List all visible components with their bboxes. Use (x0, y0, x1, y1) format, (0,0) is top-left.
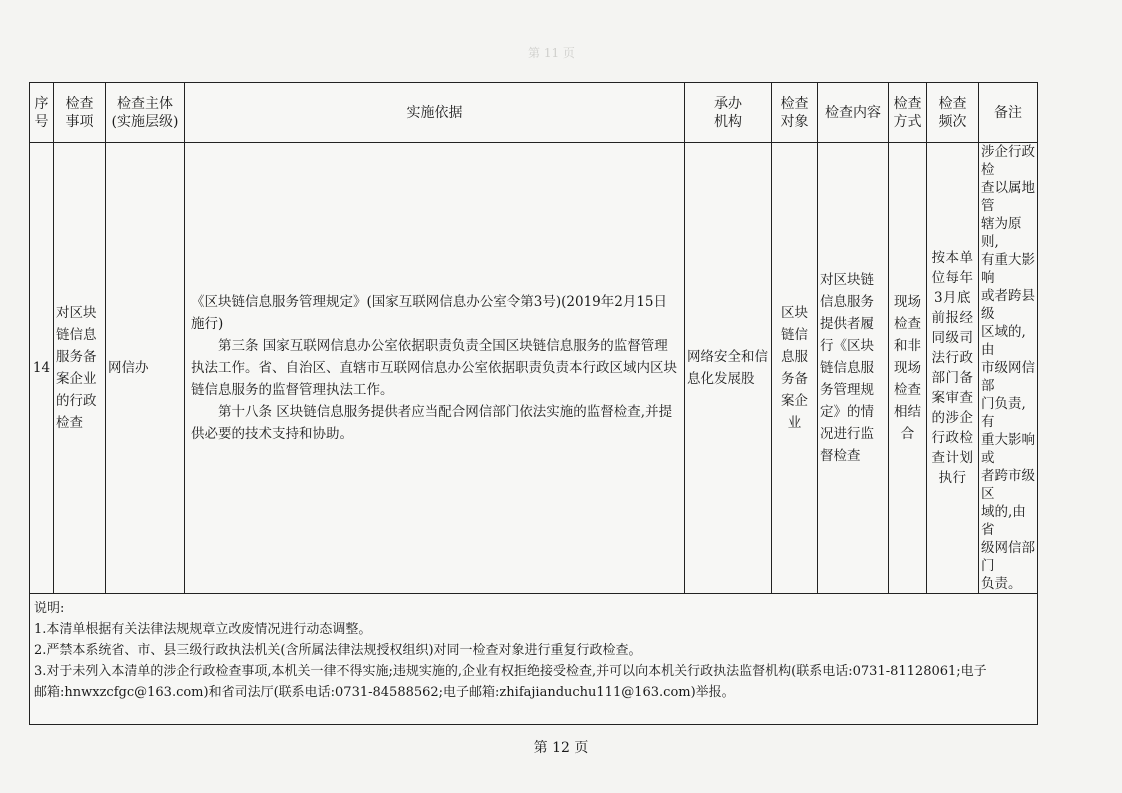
note-3-continued: 邮箱:hnwxzcfgc@163.com)和省司法厅(联系电话:0731-84588562;电子邮箱:zhifajianduchu111@163.com)举报。 (34, 685, 735, 700)
header-subject: 检查主体 (实施层级) (106, 83, 185, 143)
header-item: 检查 事项 (54, 83, 106, 143)
note-1: 1.本清单根据有关法律法规规章立改废情况进行动态调整。 (34, 622, 372, 637)
header-org: 承办 机构 (685, 83, 772, 143)
cell-target: 区块 链信 息服 务备 案企 业 (772, 143, 818, 594)
cell-subject: 网信办 (106, 143, 185, 594)
cell-org: 网络安全和信息化发展股 (685, 143, 772, 594)
basis-article-18: 第十八条 区块链信息服务提供者应当配合网信部门依法实施的监督检查,并提供必要的技术支持和协助。 (191, 404, 673, 442)
inspection-table (29, 82, 1038, 725)
note-2: 2.严禁本系统省、市、县三级行政执法机关(含所属法律法规授权组织)对同一检查对象进行重复行政检查。 (34, 643, 642, 658)
notes-cell (30, 594, 1038, 725)
cell-seq: 14 (30, 143, 54, 594)
header-seq: 序 号 (30, 83, 54, 143)
basis-article-3: 第三条 国家互联网信息办公室依据职责负责全国区块链信息服务的监督管理执法工作。省、自治区、直辖市互联网信息办公室依据职责负责本行政区域内区块链信息服务的监督管理执法工作。 (191, 338, 677, 398)
header-basis: 实施依据 (185, 83, 685, 143)
table-header-row (30, 83, 1038, 143)
note-3: 3.对于未列入本清单的涉企行政检查事项,本机关一律不得实施;违规实施的,企业有权拒绝接受检查,并可以向本机关行政执法监督机构(联系电话:0731-81128061;电子 (34, 664, 987, 679)
cell-method: 现场 检查 和非 现场 检查 相结 合 (889, 143, 927, 594)
page-number: 第 12 页 (533, 740, 589, 756)
cell-item: 对区块 链信息 服务备 案企业 的行政 检查 (54, 143, 106, 594)
cell-basis (185, 143, 685, 594)
bleed-through-page-marker: 第 11 页 (528, 46, 575, 60)
cell-freq: 按本单 位每年 3月底 前报经 同级司 法行政 部门备 案审查 的涉企 行政检 查计划 执行 (927, 143, 979, 594)
header-freq: 检查 频次 (927, 83, 979, 143)
notes-title: 说明: (34, 601, 65, 616)
basis-title: 《区块链信息服务管理规定》(国家互联网信息办公室令第3号)(2019年2月15日施行) (191, 294, 668, 332)
header-method: 检查 方式 (889, 83, 927, 143)
notes-row (30, 594, 1038, 725)
cell-content: 对区块链 信息服务 提供者履 行《区块 链信息服 务管理规 定》的情 况进行监 督检查 (818, 143, 889, 594)
cell-remark: 涉企行政检 查以属地管 辖为原则, 有重大影响 或者跨县级 区域的,由 市级网信部 门负责,有 重大影响或 者跨市级区 域的,由省 级网信部门 负责。 (979, 143, 1038, 594)
header-target: 检查 对象 (772, 83, 818, 143)
header-remark: 备注 (979, 83, 1038, 143)
header-content: 检查内容 (818, 83, 889, 143)
table-row (30, 143, 1038, 594)
